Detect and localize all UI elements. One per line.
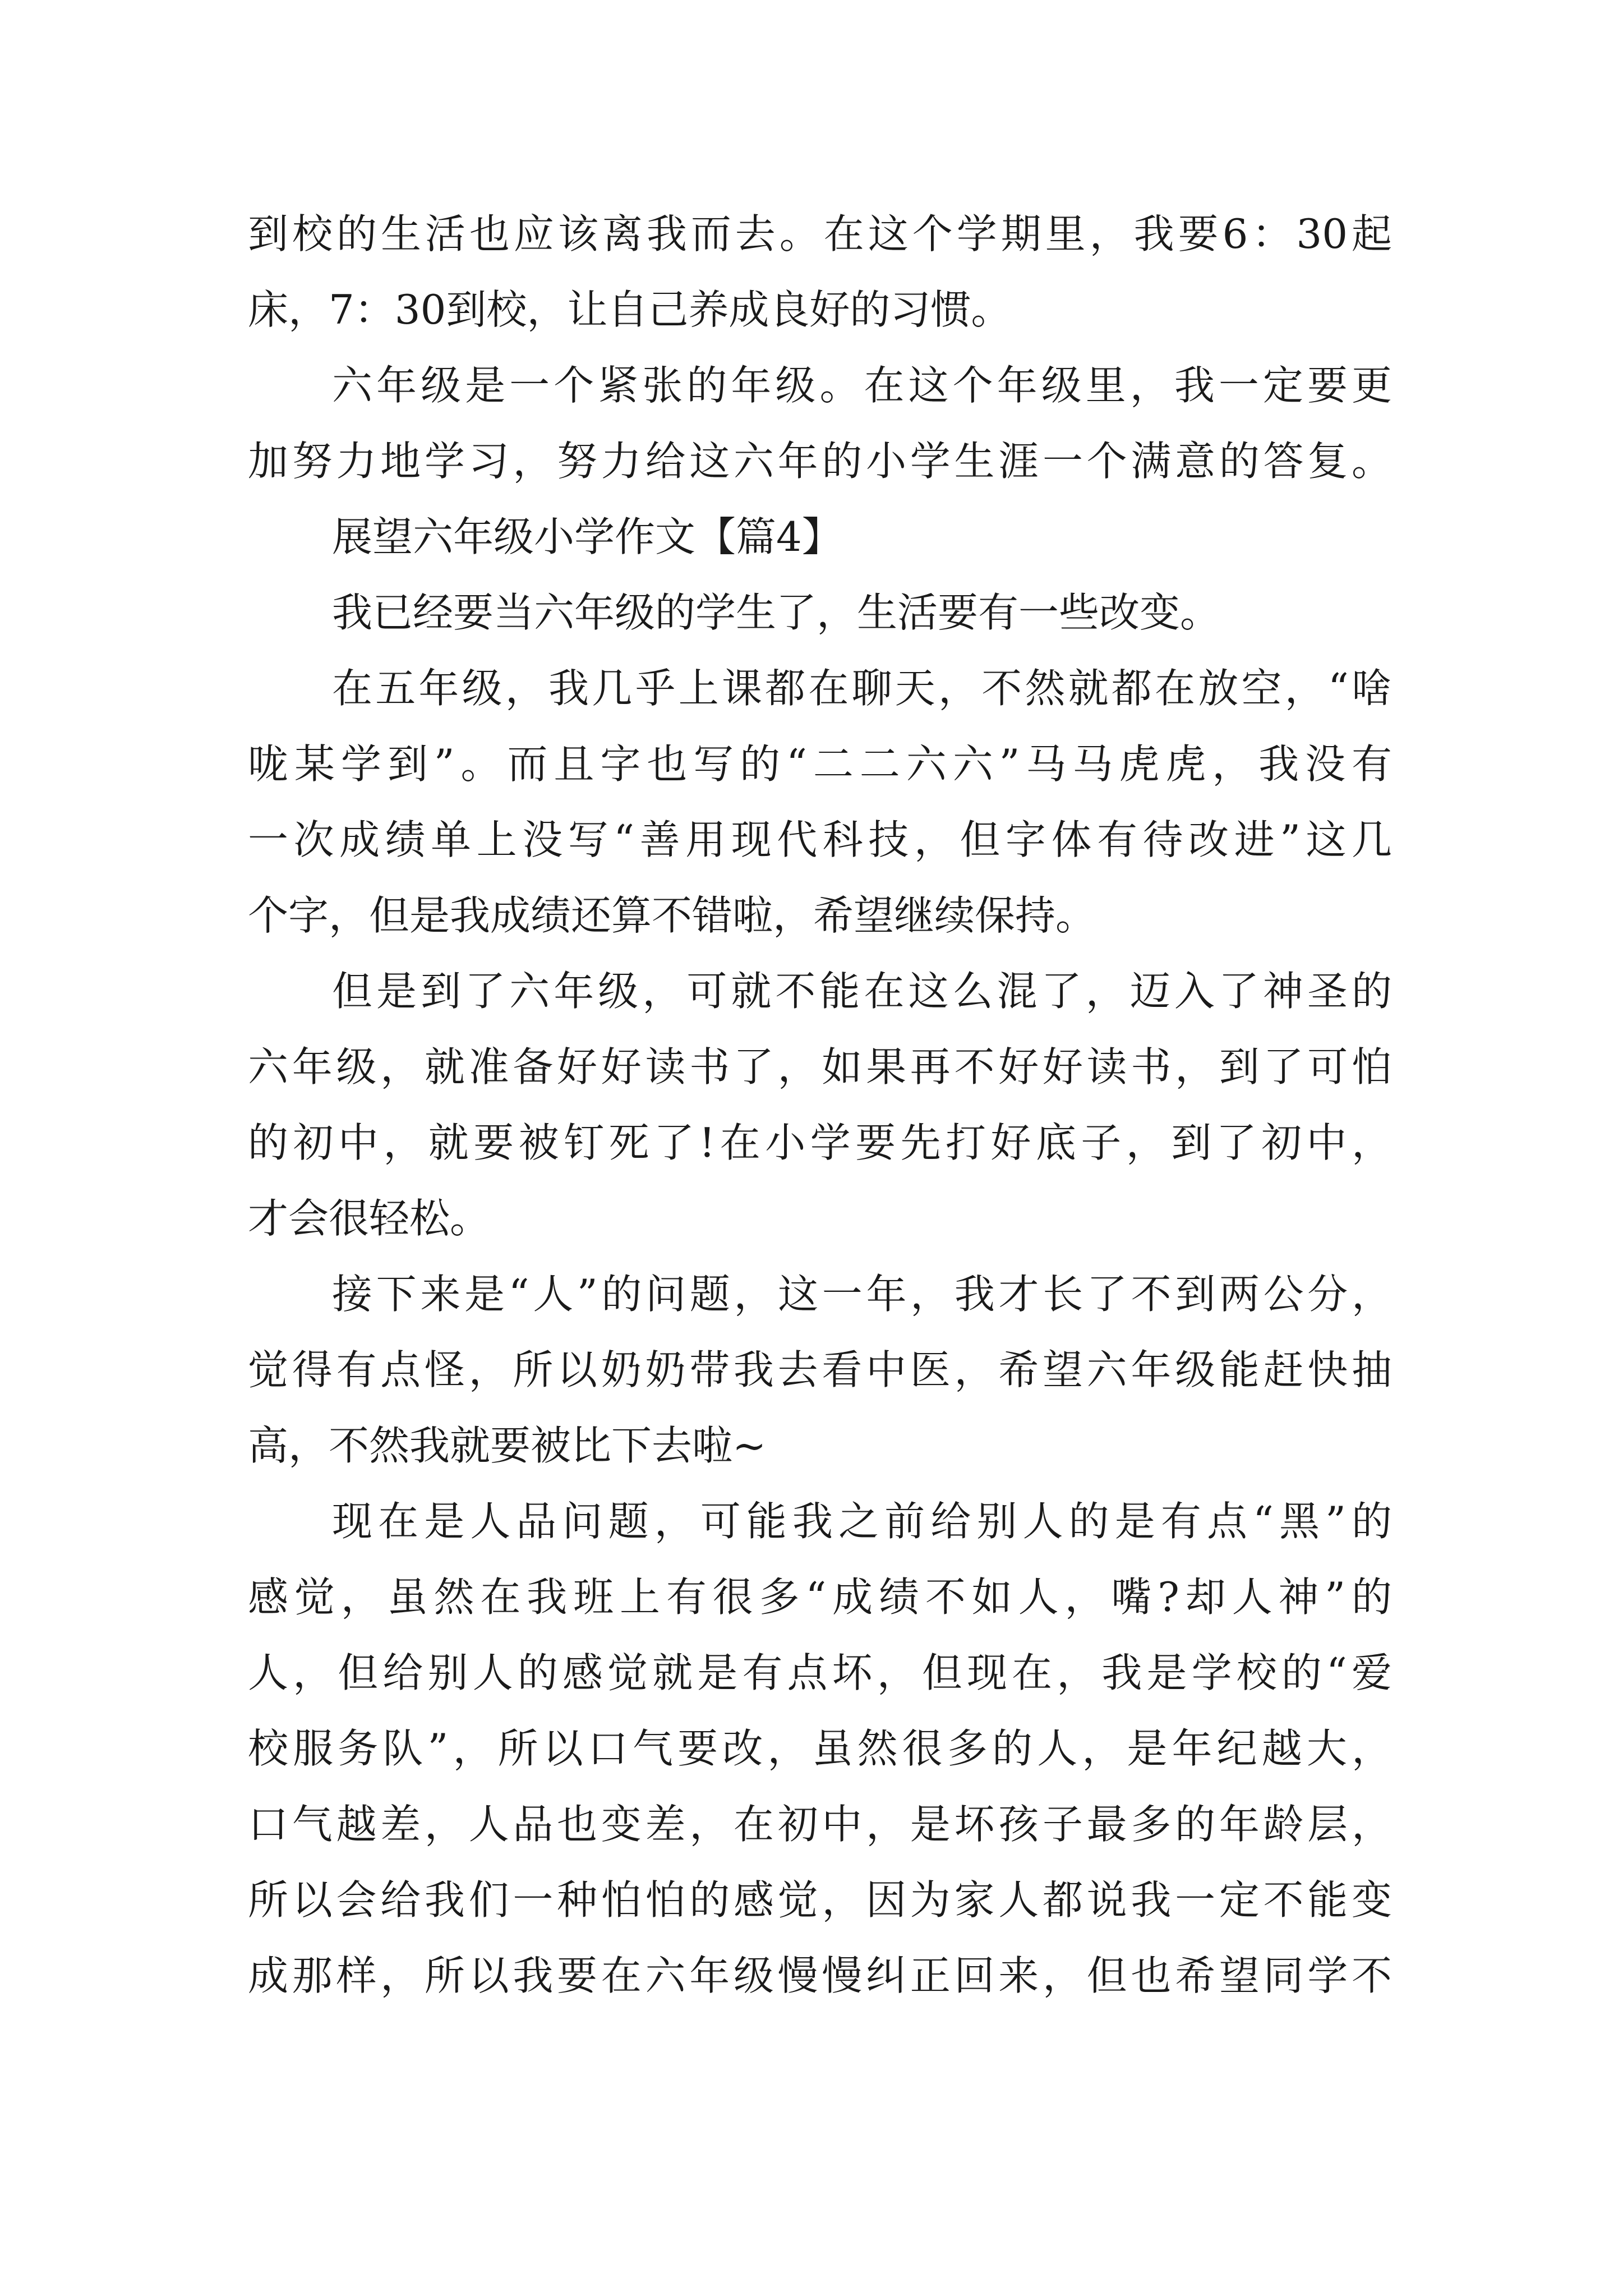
text-line: 的初中，就要被钉死了!在小学要先打好底子，到了初中，	[248, 1119, 1392, 1166]
text-line: 展望六年级小学作文【篇4】	[332, 513, 842, 560]
text-line: 高，不然我就要被比下去啦~	[248, 1422, 767, 1469]
text-line: 我已经要当六年级的学生了，生活要有一些改变。	[332, 589, 1221, 636]
text-line: 但是到了六年级，可就不能在这么混了，迈入了神圣的	[332, 968, 1392, 1015]
text-line: 六年级是一个紧张的年级。在这个年级里，我一定要更	[332, 362, 1392, 409]
text-line: 成那样，所以我要在六年级慢慢纠正回来，但也希望同学不	[248, 1952, 1392, 1999]
text-line: 校服务队”，所以口气要改，虽然很多的人，是年纪越大，	[248, 1725, 1392, 1772]
text-line: 一次成绩单上没写“善用现代科技，但字体有待改进”这几	[248, 816, 1392, 863]
text-line: 感觉，虽然在我班上有很多“成绩不如人，嘴?却人神”的	[248, 1573, 1392, 1621]
text-line: 咙某学到”。而且字也写的“二二六六”马马虎虎，我没有	[248, 740, 1392, 788]
text-line: 现在是人品问题，可能我之前给别人的是有点“黑”的	[332, 1498, 1392, 1545]
essay-text	[248, 196, 1392, 2014]
text-line: 接下来是“人”的问题，这一年，我才长了不到两公分，	[332, 1271, 1392, 1318]
text-line: 才会很轻松。	[248, 1195, 491, 1242]
text-line: 在五年级，我几乎上课都在聊天，不然就都在放空，“啥	[332, 665, 1392, 712]
text-line: 个字，但是我成绩还算不错啦，希望继续保持。	[248, 892, 1096, 939]
text-line: 六年级，就准备好好读书了，如果再不好好读书，到了可怕	[248, 1043, 1392, 1091]
text-line: 人，但给别人的感觉就是有点坏，但现在，我是学校的“爱	[248, 1649, 1392, 1696]
text-line: 加努力地学习，努力给这六年的小学生涯一个满意的答复。	[248, 438, 1392, 485]
text-line: 到校的生活也应该离我而去。在这个学期里，我要6：30起	[248, 210, 1392, 257]
text-line: 床，7：30到校，让自己养成良好的习惯。	[248, 286, 1012, 333]
text-line: 口气越差，人品也变差，在初中，是坏孩子最多的年龄层，	[248, 1801, 1392, 1848]
text-line: 觉得有点怪，所以奶奶带我去看中医，希望六年级能赶快抽	[248, 1346, 1392, 1393]
text-line: 所以会给我们一种怕怕的感觉，因为家人都说我一定不能变	[248, 1876, 1392, 1924]
